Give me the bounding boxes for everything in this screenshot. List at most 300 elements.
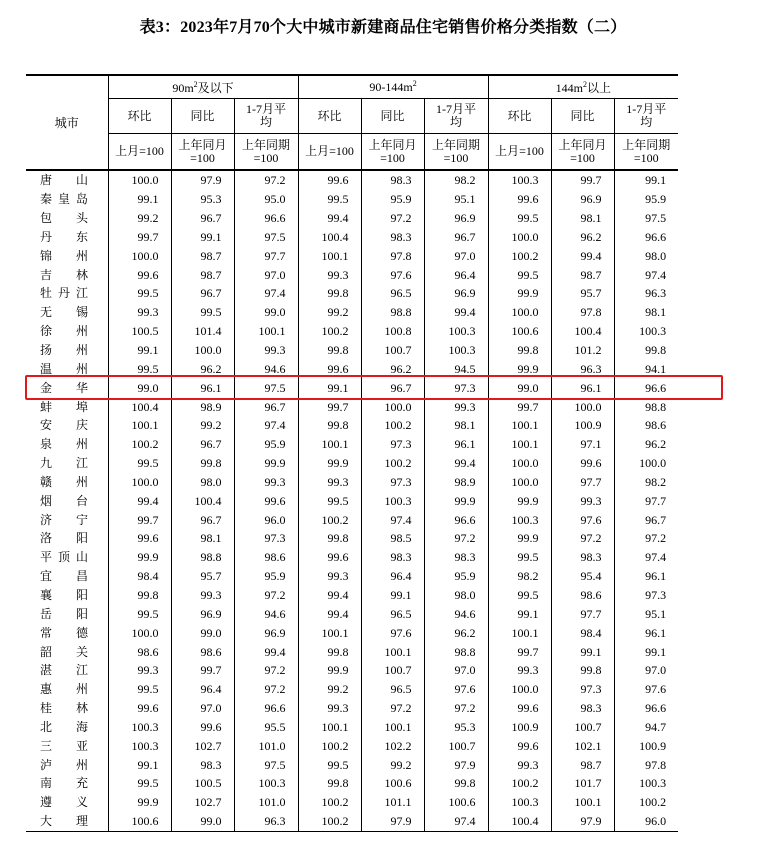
value-cell: 100.2 (361, 454, 424, 473)
base-header: 上年同期=100 (424, 134, 488, 171)
value-cell: 99.1 (614, 642, 678, 661)
value-cell: 96.9 (551, 190, 614, 209)
value-cell: 99.8 (424, 774, 488, 793)
value-cell: 97.8 (361, 246, 424, 265)
value-cell: 99.4 (108, 491, 171, 510)
value-cell: 98.6 (551, 586, 614, 605)
value-cell: 99.0 (171, 812, 234, 831)
value-cell: 99.5 (171, 303, 234, 322)
city-cell (26, 793, 108, 812)
value-cell: 97.6 (361, 265, 424, 284)
value-cell: 100.0 (488, 303, 551, 322)
table-row (26, 812, 678, 831)
value-cell: 98.1 (551, 209, 614, 228)
value-cell: 100.4 (551, 322, 614, 341)
value-cell: 100.7 (424, 736, 488, 755)
value-cell: 94.1 (614, 359, 678, 378)
value-cell: 102.7 (171, 736, 234, 755)
value-cell: 99.5 (108, 284, 171, 303)
value-cell: 96.6 (614, 378, 678, 397)
sub-header: 1-7月平均 (614, 99, 678, 134)
table-row (26, 736, 678, 755)
value-cell: 99.6 (171, 717, 234, 736)
table-row (26, 699, 678, 718)
value-cell: 100.6 (108, 812, 171, 831)
city-cell (26, 699, 108, 718)
value-cell: 98.8 (361, 303, 424, 322)
value-cell: 96.2 (551, 228, 614, 247)
value-cell: 100.2 (298, 812, 361, 831)
value-cell: 100.6 (424, 793, 488, 812)
city-cell (26, 529, 108, 548)
value-cell: 96.1 (614, 623, 678, 642)
table-row (26, 586, 678, 605)
value-cell: 99.5 (108, 359, 171, 378)
value-cell: 99.8 (108, 586, 171, 605)
value-cell: 99.6 (234, 491, 298, 510)
value-cell: 99.9 (488, 284, 551, 303)
sub-header: 环比 (108, 99, 171, 134)
value-cell: 100.3 (424, 341, 488, 360)
group-header-text: 144m (555, 80, 583, 95)
value-cell: 99.1 (361, 586, 424, 605)
value-cell: 100.3 (108, 736, 171, 755)
city-name: 平顶山 (40, 550, 88, 565)
table-row (26, 416, 678, 435)
value-cell: 99.7 (298, 397, 361, 416)
price-index-table (26, 74, 678, 832)
city-cell (26, 736, 108, 755)
value-cell: 100.3 (234, 774, 298, 793)
value-cell: 98.0 (614, 246, 678, 265)
value-cell: 96.7 (614, 510, 678, 529)
value-cell: 100.2 (108, 435, 171, 454)
city-name: 洛阳 (40, 531, 88, 546)
value-cell: 99.4 (424, 454, 488, 473)
city-name: 吉林 (40, 267, 88, 282)
value-cell: 97.2 (234, 170, 298, 190)
value-cell: 101.2 (551, 341, 614, 360)
group-header-sup: 2 (193, 79, 198, 89)
city-name: 秦皇岛 (40, 192, 88, 207)
value-cell: 97.8 (551, 303, 614, 322)
value-cell: 98.4 (551, 623, 614, 642)
value-cell: 97.9 (361, 812, 424, 831)
value-cell: 100.1 (488, 623, 551, 642)
value-cell: 100.4 (488, 812, 551, 831)
table-row (26, 793, 678, 812)
city-name: 徐州 (40, 324, 88, 339)
value-cell: 99.2 (298, 303, 361, 322)
city-name: 大理 (40, 814, 88, 829)
value-cell: 101.7 (551, 774, 614, 793)
value-cell: 97.7 (234, 246, 298, 265)
value-cell: 97.7 (551, 473, 614, 492)
value-cell: 96.9 (234, 623, 298, 642)
value-cell: 96.3 (551, 359, 614, 378)
value-cell: 100.4 (298, 228, 361, 247)
city-cell (26, 454, 108, 473)
value-cell: 99.7 (171, 661, 234, 680)
value-cell: 96.1 (171, 378, 234, 397)
value-cell: 97.2 (361, 209, 424, 228)
value-cell: 99.8 (298, 341, 361, 360)
city-name: 惠州 (40, 682, 88, 697)
value-cell: 99.5 (298, 755, 361, 774)
value-cell: 100.0 (488, 454, 551, 473)
value-cell: 99.4 (298, 209, 361, 228)
group-header-suffix: 及以下 (197, 80, 234, 95)
value-cell: 97.9 (424, 755, 488, 774)
value-cell: 99.3 (298, 567, 361, 586)
table-row (26, 303, 678, 322)
value-cell: 99.4 (298, 604, 361, 623)
value-cell: 99.3 (171, 586, 234, 605)
value-cell: 98.6 (614, 416, 678, 435)
table-row (26, 510, 678, 529)
table-row (26, 567, 678, 586)
value-cell: 100.0 (614, 454, 678, 473)
value-cell: 99.3 (488, 661, 551, 680)
value-cell: 99.0 (171, 623, 234, 642)
value-cell: 99.6 (108, 529, 171, 548)
value-cell: 96.0 (234, 510, 298, 529)
value-cell: 99.8 (551, 661, 614, 680)
value-cell: 97.1 (551, 435, 614, 454)
sub-header: 1-7月平均 (424, 99, 488, 134)
value-cell: 94.6 (234, 359, 298, 378)
value-cell: 99.9 (488, 529, 551, 548)
value-cell: 99.3 (424, 397, 488, 416)
city-name: 无锡 (40, 305, 88, 320)
city-name: 常德 (40, 625, 88, 640)
value-cell: 100.3 (361, 491, 424, 510)
city-column-header: 城市 (26, 75, 108, 170)
city-name: 唐山 (40, 173, 88, 188)
table-row (26, 661, 678, 680)
city-name: 北海 (40, 719, 88, 734)
value-cell: 98.3 (361, 170, 424, 190)
value-cell: 99.3 (108, 303, 171, 322)
value-cell: 98.3 (171, 755, 234, 774)
value-cell: 100.3 (108, 717, 171, 736)
value-cell: 97.2 (614, 529, 678, 548)
value-cell: 100.2 (361, 416, 424, 435)
value-cell: 98.7 (551, 755, 614, 774)
value-cell: 100.0 (108, 246, 171, 265)
value-cell: 99.5 (108, 604, 171, 623)
value-cell: 99.1 (171, 228, 234, 247)
table-row (26, 209, 678, 228)
value-cell: 99.3 (108, 661, 171, 680)
value-cell: 96.2 (614, 435, 678, 454)
table-row (26, 284, 678, 303)
city-name: 温州 (40, 361, 88, 376)
value-cell: 100.9 (614, 736, 678, 755)
value-cell: 100.0 (488, 680, 551, 699)
city-name: 桂林 (40, 701, 88, 716)
value-cell: 99.6 (108, 699, 171, 718)
value-cell: 98.6 (171, 642, 234, 661)
value-cell: 98.6 (234, 548, 298, 567)
value-cell: 98.1 (424, 416, 488, 435)
table-header (26, 75, 678, 170)
city-name: 锦州 (40, 248, 88, 263)
value-cell: 100.0 (171, 341, 234, 360)
value-cell: 99.0 (488, 378, 551, 397)
value-cell: 100.0 (488, 228, 551, 247)
value-cell: 99.3 (551, 491, 614, 510)
value-cell: 97.0 (424, 661, 488, 680)
value-cell: 102.2 (361, 736, 424, 755)
city-cell (26, 812, 108, 831)
value-cell: 99.1 (108, 190, 171, 209)
value-cell: 99.5 (108, 680, 171, 699)
value-cell: 100.2 (298, 736, 361, 755)
value-cell: 100.7 (361, 661, 424, 680)
value-cell: 99.5 (108, 774, 171, 793)
value-cell: 100.7 (551, 717, 614, 736)
value-cell: 96.6 (614, 228, 678, 247)
city-name: 泸州 (40, 757, 88, 772)
city-cell (26, 435, 108, 454)
city-cell (26, 661, 108, 680)
value-cell: 98.1 (171, 529, 234, 548)
value-cell: 98.9 (171, 397, 234, 416)
value-cell: 99.6 (298, 359, 361, 378)
value-cell: 99.4 (234, 642, 298, 661)
base-header: 上年同月=100 (171, 134, 234, 171)
value-cell: 99.7 (488, 642, 551, 661)
value-cell: 100.0 (551, 397, 614, 416)
value-cell: 95.9 (234, 435, 298, 454)
value-cell: 99.7 (488, 397, 551, 416)
group-header-suffix: 以上 (586, 80, 611, 95)
value-cell: 99.5 (488, 586, 551, 605)
value-cell: 99.4 (551, 246, 614, 265)
value-cell: 100.3 (488, 170, 551, 190)
value-cell: 97.7 (551, 604, 614, 623)
value-cell: 99.1 (298, 378, 361, 397)
value-cell: 98.8 (171, 548, 234, 567)
value-cell: 100.1 (551, 793, 614, 812)
value-cell: 99.1 (108, 341, 171, 360)
city-cell (26, 774, 108, 793)
value-cell: 99.9 (108, 548, 171, 567)
value-cell: 101.0 (234, 736, 298, 755)
city-cell (26, 322, 108, 341)
value-cell: 96.5 (361, 604, 424, 623)
value-cell: 99.9 (298, 454, 361, 473)
value-cell: 96.4 (424, 265, 488, 284)
city-name: 包头 (40, 211, 88, 226)
value-cell: 95.1 (614, 604, 678, 623)
value-cell: 98.7 (171, 246, 234, 265)
value-cell: 99.8 (298, 284, 361, 303)
city-cell (26, 680, 108, 699)
value-cell: 97.0 (234, 265, 298, 284)
value-cell: 98.3 (424, 548, 488, 567)
value-cell: 97.3 (361, 435, 424, 454)
table-row (26, 529, 678, 548)
value-cell: 101.1 (361, 793, 424, 812)
value-cell: 98.2 (424, 170, 488, 190)
value-cell: 94.7 (614, 717, 678, 736)
city-name: 泉州 (40, 437, 88, 452)
value-cell: 99.8 (171, 454, 234, 473)
value-cell: 97.4 (614, 548, 678, 567)
value-cell: 97.2 (234, 680, 298, 699)
value-cell: 99.3 (298, 473, 361, 492)
value-cell: 96.9 (424, 209, 488, 228)
value-cell: 99.3 (234, 473, 298, 492)
value-cell: 97.8 (614, 755, 678, 774)
city-name: 岳阳 (40, 606, 88, 621)
value-cell: 98.0 (171, 473, 234, 492)
highlight-box (25, 375, 723, 400)
value-cell: 96.7 (171, 435, 234, 454)
value-cell: 98.2 (614, 473, 678, 492)
sub-header: 环比 (298, 99, 361, 134)
value-cell: 95.9 (361, 190, 424, 209)
value-cell: 98.1 (614, 303, 678, 322)
value-cell: 97.7 (614, 491, 678, 510)
value-cell: 99.4 (424, 303, 488, 322)
value-cell: 100.0 (108, 623, 171, 642)
value-cell: 95.0 (234, 190, 298, 209)
value-cell: 99.2 (108, 209, 171, 228)
value-cell: 96.6 (424, 510, 488, 529)
table-row (26, 341, 678, 360)
value-cell: 96.1 (424, 435, 488, 454)
value-cell: 97.3 (361, 473, 424, 492)
value-cell: 97.0 (424, 246, 488, 265)
value-cell: 97.6 (424, 680, 488, 699)
value-cell: 98.7 (551, 265, 614, 284)
city-cell (26, 586, 108, 605)
value-cell: 96.6 (614, 699, 678, 718)
value-cell: 99.9 (488, 491, 551, 510)
value-cell: 101.0 (234, 793, 298, 812)
value-cell: 95.4 (551, 567, 614, 586)
value-cell: 96.7 (171, 284, 234, 303)
value-cell: 96.4 (171, 680, 234, 699)
value-cell: 100.2 (488, 246, 551, 265)
value-cell: 100.1 (298, 246, 361, 265)
value-cell: 100.6 (361, 774, 424, 793)
city-cell (26, 755, 108, 774)
value-cell: 97.3 (551, 680, 614, 699)
base-header: 上月=100 (488, 134, 551, 171)
value-cell: 97.5 (234, 378, 298, 397)
value-cell: 100.1 (298, 435, 361, 454)
city-name: 蚌埠 (40, 399, 88, 414)
value-cell: 97.2 (424, 699, 488, 718)
value-cell: 99.8 (488, 341, 551, 360)
value-cell: 99.9 (298, 661, 361, 680)
value-cell: 99.1 (551, 642, 614, 661)
value-cell: 100.1 (361, 642, 424, 661)
value-cell: 96.1 (614, 567, 678, 586)
value-cell: 96.6 (234, 699, 298, 718)
value-cell: 100.2 (298, 510, 361, 529)
value-cell: 95.7 (551, 284, 614, 303)
value-cell: 97.5 (234, 228, 298, 247)
value-cell: 98.3 (551, 699, 614, 718)
value-cell: 100.4 (108, 397, 171, 416)
city-name: 三亚 (40, 738, 88, 753)
city-cell (26, 265, 108, 284)
city-name: 济宁 (40, 512, 88, 527)
table-row (26, 228, 678, 247)
value-cell: 95.9 (234, 567, 298, 586)
value-cell: 99.0 (234, 303, 298, 322)
city-name: 烟台 (40, 493, 88, 508)
table-row (26, 473, 678, 492)
city-cell (26, 510, 108, 529)
value-cell: 100.3 (488, 510, 551, 529)
value-cell: 102.1 (551, 736, 614, 755)
table-row (26, 774, 678, 793)
value-cell: 97.3 (614, 586, 678, 605)
group-header-text: 90-144m (369, 80, 413, 94)
value-cell: 98.9 (424, 473, 488, 492)
value-cell: 99.1 (488, 604, 551, 623)
value-cell: 98.2 (488, 567, 551, 586)
table-body (26, 170, 678, 831)
city-name: 宜昌 (40, 569, 88, 584)
value-cell: 100.1 (108, 416, 171, 435)
value-cell: 97.5 (234, 755, 298, 774)
city-cell (26, 416, 108, 435)
value-cell: 96.0 (614, 812, 678, 831)
city-cell (26, 491, 108, 510)
city-name: 金华 (40, 380, 88, 395)
city-name: 赣州 (40, 474, 88, 489)
value-cell: 99.3 (234, 341, 298, 360)
city-name: 安庆 (40, 418, 88, 433)
base-header: 上月=100 (298, 134, 361, 171)
table-row (26, 322, 678, 341)
value-cell: 99.5 (488, 548, 551, 567)
value-cell: 97.2 (234, 586, 298, 605)
value-cell: 97.4 (234, 284, 298, 303)
sub-header: 同比 (551, 99, 614, 134)
sub-header: 同比 (361, 99, 424, 134)
value-cell: 97.3 (234, 529, 298, 548)
base-header: 上年同期=100 (234, 134, 298, 171)
value-cell: 96.9 (424, 284, 488, 303)
value-cell: 99.2 (361, 755, 424, 774)
value-cell: 97.9 (551, 812, 614, 831)
value-cell: 100.7 (361, 341, 424, 360)
value-cell: 99.5 (488, 209, 551, 228)
city-name: 扬州 (40, 343, 88, 358)
value-cell: 97.2 (551, 529, 614, 548)
value-cell: 99.9 (488, 359, 551, 378)
value-cell: 95.1 (424, 190, 488, 209)
value-cell: 97.2 (424, 529, 488, 548)
value-cell: 100.1 (298, 623, 361, 642)
value-cell: 97.2 (361, 699, 424, 718)
base-header: 上年同期=100 (614, 134, 678, 171)
value-cell: 98.5 (361, 529, 424, 548)
value-cell: 95.7 (171, 567, 234, 586)
value-cell: 99.9 (108, 793, 171, 812)
value-cell: 99.5 (298, 491, 361, 510)
value-cell: 99.1 (614, 170, 678, 190)
value-cell: 99.2 (298, 680, 361, 699)
